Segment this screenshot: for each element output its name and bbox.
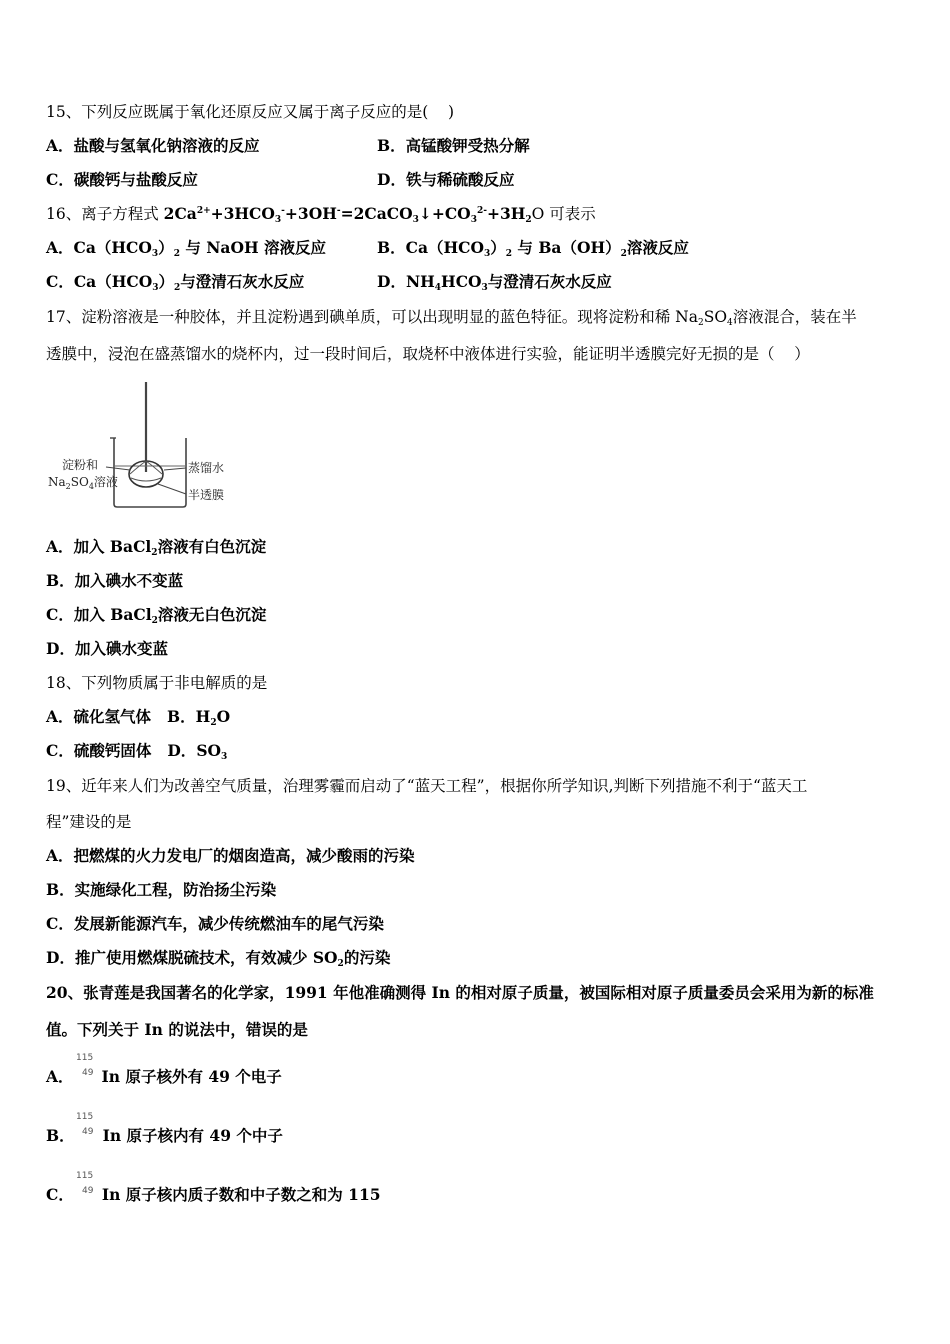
q20-stem-line1: 20、张青莲是我国著名的化学家，1991 年他准确测得 In 的相对原子质量，被国际相对原子质量委员会采用为新的标准 [46, 983, 874, 1002]
q17-option-d: D．加入碘水变蓝 [46, 639, 168, 658]
q15-stem: 15、下列反应既属于氧化还原反应又属于离子反应的是( ) [46, 103, 455, 121]
nuclide-atomic-b: 49 [82, 1127, 94, 1137]
q15-option-d: D．铁与稀硫酸反应 [377, 170, 515, 189]
q16-stem: 16、离子方程式 $2Ca^{2+}+3HCO_3^-+3OH^-=2CaCO_3↓+CO_3^{2-}+3H_2O$ 可表示 [46, 204, 596, 225]
q19-option-b: B．实施绿化工程，防治扬尘污染 [46, 880, 277, 899]
q20-option-c: C． In 原子核内质子数和中子数之和为 115 [46, 1185, 381, 1204]
q17-option-c: C．加入 BaCl$_2$溶液无白色沉淀 [46, 605, 267, 626]
nuclide-atomic-c: 49 [82, 1186, 94, 1196]
q15-option-b: B．高锰酸钾受热分解 [377, 136, 530, 155]
nuclide-atomic-a: 49 [82, 1068, 94, 1078]
q17-stem-line1: 17、淀粉溶液是一种胶体，并且淀粉遇到碘单质，可以出现明显的蓝色特征。现将淀粉和稀 $Na_2SO_4$溶液混合，装在半 [46, 308, 857, 328]
q20-option-a: A． In 原子核外有 49 个电子 [46, 1067, 282, 1086]
q18-options-ab: A．硫化氢气体 B．$H_2O$ [46, 707, 231, 728]
q18-stem: 18、下列物质属于非电解质的是 [46, 674, 268, 692]
nuclide-mass-a: 115 [76, 1053, 94, 1063]
nuclide-mass-b: 115 [76, 1112, 94, 1122]
q19-option-c: C．发展新能源汽车，减少传统燃油车的尾气污染 [46, 914, 384, 933]
q19-stem-line2: 程”建设的是 [46, 813, 132, 831]
label-membrane: 半透膜 [188, 488, 225, 502]
q18-options-cd: C．硫酸钙固体 D．$SO_3$ [46, 741, 228, 762]
q16-option-c: C．$Ca(HCO_3)_2$与澄清石灰水反应 [46, 272, 305, 293]
dialysis-beaker-figure [46, 380, 246, 510]
label-na2so4: $Na_2SO_4$溶液 [48, 475, 118, 491]
q19-option-d: D．推广使用燃煤脱硫技术，有效减少 $SO_2$的污染 [46, 948, 391, 969]
label-starch: 淀粉和 [62, 458, 99, 472]
q16-option-b: B．$Ca(HCO_3)_2$ 与 $Ba(OH)_2$溶液反应 [377, 238, 689, 259]
q15-option-c: C．碳酸钙与盐酸反应 [46, 170, 198, 189]
q19-stem-line1: 19、近年来人们为改善空气质量，治理雾霾而启动了“蓝天工程”，根据你所学知识,判断下列措施不利于“蓝天工 [46, 777, 808, 795]
beaker [114, 438, 186, 507]
q17-stem-line2: 透膜中，浸泡在盛蒸馏水的烧杯内，过一段时间后，取烧杯中液体进行实验，能证明半透膜完好无损的是（ ） [46, 345, 810, 363]
q17-option-b: B．加入碘水不变蓝 [46, 571, 184, 590]
q20-stem-line2: 值。下列关于 In 的说法中，错误的是 [46, 1020, 308, 1039]
q17-option-a: A．加入 BaCl$_2$溶液有白色沉淀 [46, 537, 267, 558]
q16-option-a: A．$Ca(HCO_3)_2$ 与 NaOH 溶液反应 [46, 238, 327, 259]
q19-option-a: A．把燃煤的火力发电厂的烟囱造高，减少酸雨的污染 [46, 846, 415, 865]
q20-option-b: B． In 原子核内有 49 个中子 [46, 1126, 283, 1145]
label-distilled-water: 蒸馏水 [188, 461, 225, 475]
nuclide-mass-c: 115 [76, 1171, 94, 1181]
q15-option-row1: A．盐酸与氢氧化钠溶液的反应 [46, 136, 260, 155]
q16-option-d: D．$NH_4HCO_3$与澄清石灰水反应 [377, 272, 612, 293]
